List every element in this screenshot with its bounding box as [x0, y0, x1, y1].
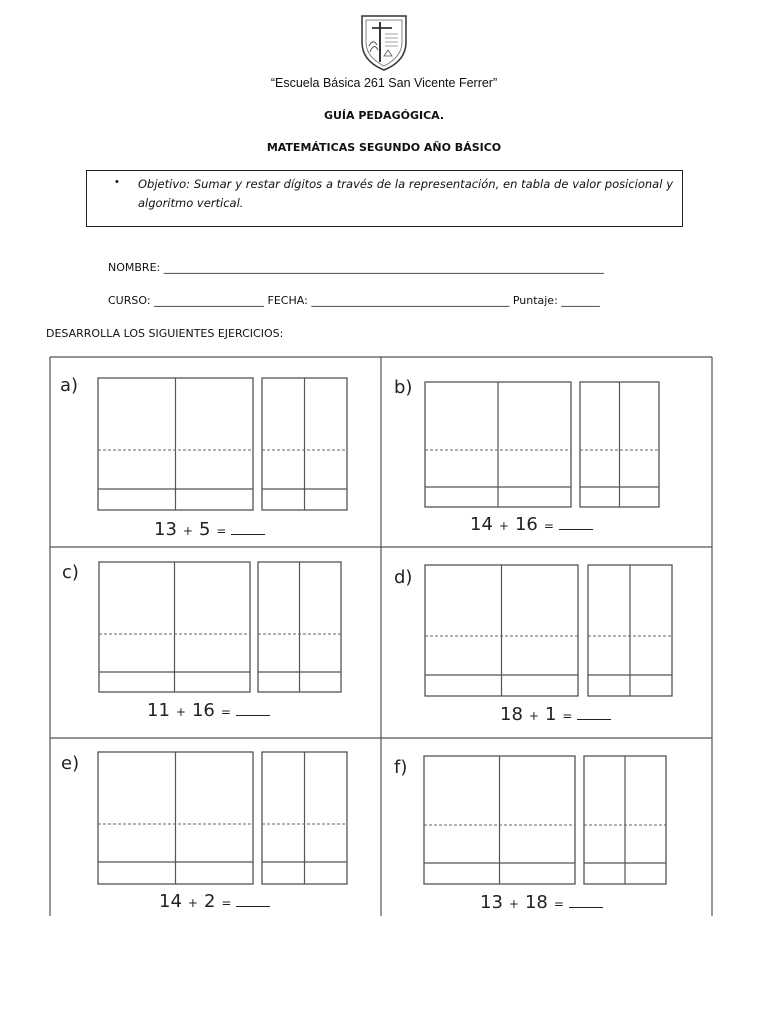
plus-sign: +: [508, 897, 519, 911]
exercise-f-expression: [480, 892, 603, 913]
grid-frame: [50, 357, 712, 916]
addend-2: 16: [191, 700, 215, 721]
addend-1: 11: [147, 700, 170, 721]
equals-sign: =: [221, 896, 232, 910]
plus-sign: +: [175, 705, 186, 719]
plus-sign: +: [182, 524, 193, 538]
exercise-a-expression: [154, 519, 265, 540]
exercise-e-expression: [159, 891, 270, 912]
school-name: “Escuela Básica 261 San Vicente Ferrer”: [270, 76, 498, 90]
exercise-d-expression: [500, 704, 611, 725]
equals-sign: =: [543, 519, 554, 533]
plus-sign: +: [498, 519, 509, 533]
answer-blank[interactable]: [569, 894, 603, 908]
puntaje-label: Puntaje:: [512, 294, 558, 307]
exercise-b-letter: b): [394, 377, 413, 398]
bullet-icon: •: [115, 176, 119, 188]
equals-sign: =: [562, 709, 573, 723]
equals-sign: =: [220, 705, 231, 719]
plus-sign: +: [187, 896, 198, 910]
subject-title: MATEMÁTICAS SEGUNDO AÑO BÁSICO: [266, 141, 502, 154]
addend-2: 18: [524, 892, 548, 913]
exercise-d-letter: d): [394, 567, 413, 588]
answer-blank[interactable]: [559, 516, 593, 530]
objective-label: Objetivo:: [138, 177, 191, 191]
exercise-a-letter: a): [60, 375, 79, 396]
answer-blank[interactable]: [577, 706, 611, 720]
exercise-b-expression: [470, 514, 593, 535]
exercise-c-letter: c): [62, 562, 79, 583]
guide-title: GUÍA PEDAGÓGICA.: [323, 109, 445, 122]
fecha-field[interactable]: ____________________________________: [311, 294, 510, 307]
equals-sign: =: [216, 524, 227, 538]
nombre-field[interactable]: ________________________________________________________________________________: [163, 261, 604, 274]
place-value-tables: [98, 378, 672, 884]
addend-2: 1: [544, 704, 557, 725]
plus-sign: +: [528, 709, 539, 723]
addend-1: 14: [159, 891, 182, 912]
exercise-e-letter: e): [61, 753, 80, 774]
addend-2: 5: [198, 519, 211, 540]
addend-1: 13: [480, 892, 503, 913]
addend-1: 14: [470, 514, 493, 535]
instructions: DESARROLLA LOS SIGUIENTES EJERCICIOS:: [46, 327, 284, 340]
answer-blank[interactable]: [236, 702, 270, 716]
curso-field[interactable]: ____________________: [154, 294, 265, 307]
addend-1: 18: [500, 704, 523, 725]
answer-blank[interactable]: [231, 521, 265, 535]
equals-sign: =: [553, 897, 564, 911]
addend-1: 13: [154, 519, 177, 540]
answer-blank[interactable]: [236, 893, 270, 907]
exercise-c-expression: [147, 700, 270, 721]
objective-description: Sumar y restar dígitos a través de la representación, en tabla de valor posicional y algoritmo vertical.: [138, 177, 674, 210]
puntaje-field[interactable]: _______: [561, 294, 600, 307]
curso-label: CURSO:: [108, 294, 151, 307]
exercise-f-letter: f): [394, 757, 408, 778]
addend-2: 2: [203, 891, 216, 912]
nombre-label: NOMBRE:: [108, 261, 161, 274]
fecha-label: FECHA:: [267, 294, 308, 307]
addend-2: 16: [514, 514, 538, 535]
